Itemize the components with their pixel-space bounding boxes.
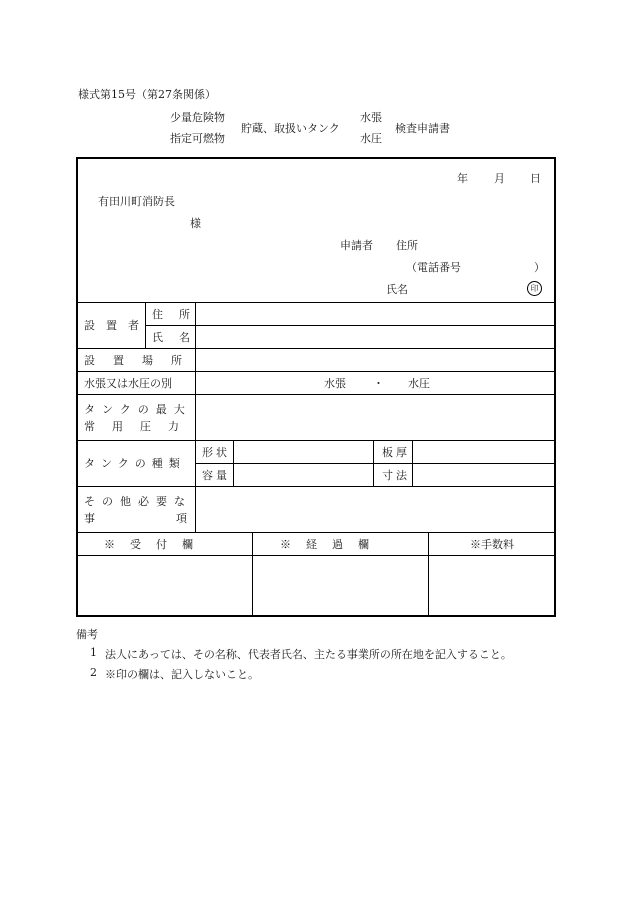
- note-2-number: 2: [90, 666, 97, 679]
- title-hazard-line2: 指定可燃物: [170, 132, 225, 145]
- test-type-label: 水張又は水圧の別: [84, 377, 172, 390]
- rule-type-bottom: [78, 486, 554, 487]
- installer-label: [84, 319, 150, 332]
- rule-installer-mid: [145, 325, 554, 326]
- note-2-text: ※印の欄は、記入しないこと。: [105, 668, 259, 681]
- rule-footer-header-bottom: [78, 555, 554, 556]
- application-form: [76, 157, 556, 617]
- phone-close: ）: [534, 261, 545, 274]
- rule-installer-bottom: [78, 348, 554, 349]
- applicant-label: 申請者: [340, 239, 373, 252]
- note-1-text: 法人にあっては、その名称、代表者氏名、主たる事業所の所在地を記入すること。: [105, 648, 512, 661]
- rule-type-mid: [195, 463, 554, 464]
- max-pressure-label-line2: 常用圧力: [84, 420, 196, 433]
- installer-name-label: 氏名: [152, 331, 206, 344]
- honorific: 様: [190, 217, 201, 230]
- rule-applicant-bottom: [78, 302, 554, 303]
- note-1-number: 1: [90, 646, 97, 659]
- test-option-water-pressure: 水圧: [408, 377, 430, 390]
- rule-footer-split-1: [252, 532, 253, 615]
- rule-pressure-bottom: [78, 440, 554, 441]
- form-number: 様式第15号（第27条関係）: [78, 88, 216, 101]
- shape-label: 形状: [202, 446, 230, 459]
- rule-footer-split-2: [428, 532, 429, 615]
- rule-thickness-label-split: [412, 440, 413, 486]
- title-test-line2: 水圧: [360, 132, 382, 145]
- title-storage: 貯蔵、取扱いタンク: [241, 122, 340, 135]
- rule-other-bottom: [78, 532, 554, 533]
- phone-label: （電話番号: [406, 261, 461, 274]
- rule-location-bottom: [78, 371, 554, 372]
- test-option-water-fill: 水張: [324, 377, 346, 390]
- reception-column-header: ※ 受 付 欄: [104, 538, 195, 551]
- test-option-separator: ・: [373, 377, 384, 390]
- addressee: 有田川町消防長: [98, 195, 175, 208]
- rule-shape-value-split: [373, 440, 374, 486]
- other-label-line1: その他必要な: [84, 495, 192, 508]
- date-month-label: 月: [494, 172, 505, 185]
- installer-label-text: 設置者: [84, 319, 150, 332]
- max-pressure-label-line1: タンクの最大: [84, 403, 192, 416]
- title-application: 検査申請書: [395, 122, 450, 135]
- applicant-name-label: 氏名: [386, 283, 408, 296]
- date-year-label: 年: [457, 172, 468, 185]
- seal-mark: 印: [527, 281, 542, 296]
- title-test-line1: 水張: [360, 111, 382, 124]
- notes-heading: 備考: [76, 628, 98, 641]
- plate-thickness-label: 板厚: [382, 446, 410, 459]
- title-hazard-line1: 少量危険物: [170, 111, 225, 124]
- rule-shape-label-split: [233, 440, 234, 486]
- tank-type-label: タンクの種類: [84, 457, 186, 470]
- date-day-label: 日: [530, 172, 541, 185]
- location-label: 設置場所: [84, 354, 200, 367]
- capacity-label: 容量: [202, 469, 230, 482]
- applicant-address-label: 住所: [396, 239, 418, 252]
- rule-test-bottom: [78, 394, 554, 395]
- other-label-line2: 事項: [84, 512, 268, 525]
- fee-column-header: ※手数料: [470, 538, 514, 551]
- installer-address-label: 住所: [152, 308, 206, 321]
- progress-column-header: ※ 経 過 欄: [280, 538, 371, 551]
- dimensions-label: 寸法: [382, 469, 410, 482]
